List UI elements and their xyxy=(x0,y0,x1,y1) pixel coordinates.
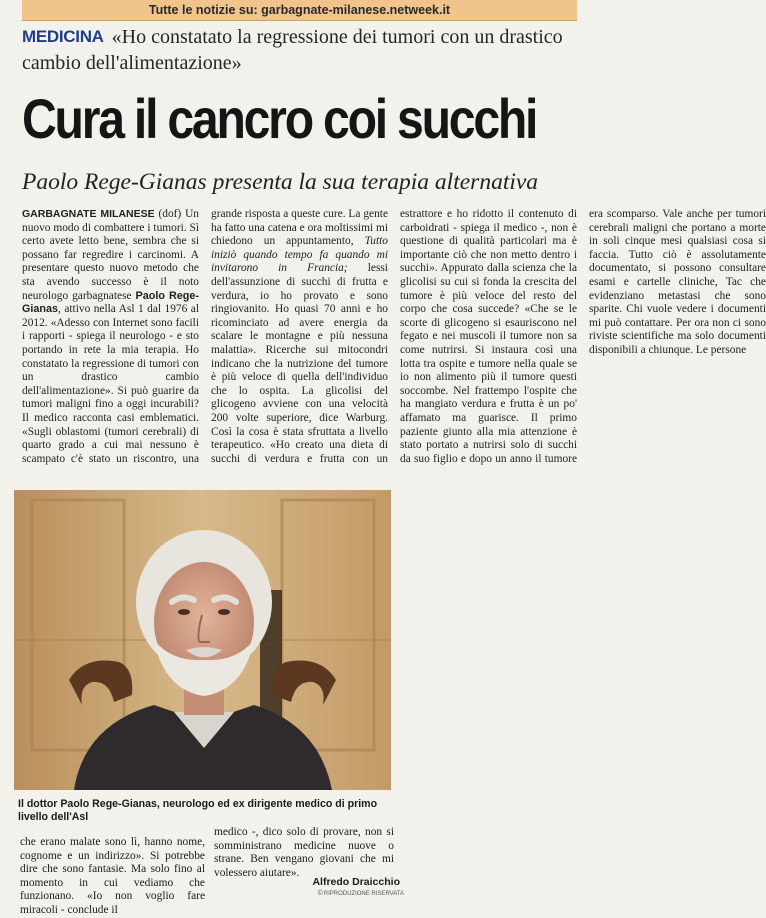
photo-caption: Il dottor Paolo Rege-Gianas, neurologo ed ex dirigente medico di primo livello dell'Asl xyxy=(18,798,378,823)
copyright-icon: © xyxy=(317,890,323,897)
portrait-photo xyxy=(14,490,391,790)
article-body xyxy=(22,208,766,478)
header-bar xyxy=(22,0,577,21)
rights-text: RIPRODUZIONE RISERVATA xyxy=(323,891,404,897)
article-text-3: lessi dell'assunzione di succhi di frutta e verdura, io ho provato e sono ringiovanito. Ho quasi 70 anni e ho ricominciato ad avere energia da scalare le montagne e più nessuna malattia». Ricerche sui mitocondri indicano che la nutrizione del tumore è più veloce di quella dell'individuo che lo ospita. La glicolisi del glicogeno avviene con una velocità 200 volte superiore, dice Warburg. Così la cosa è stata sfruttata a livello terapeutico. «Ho creato una dieta di succhi di verdura e frutta con un estrattore e ho ridotto il contenuto di carboidrati - spiega il medico -, non è questione di qualità particolari ma è importante ciò che non metto dentro i succhi». Appurato dalla scienza che la glicolisi su cui si fonda la crescita del tumore è più veloce del resto del corpo che cosa succede? «Che se le scorte di glicogeno si esauriscono nel fegato e nei muscoli il tumore non sa come nutrirsi. Si instaura così una lotta tra ospite e tumore nella quale se io non alimento più il tumore questi soccombe. Nel frattempo l'ospite che ha mangiato verdura e frutta è un po' affamato ma guarisce. Il primo paziente giunto alla mia attenzione è stato portato a nutrirsi solo di succhi da suo figlio e dopo un anno il tumore era scomparso. Vale anche per tumori cerebrali maligni che portano a morte in soli cinque mesi qualsiasi cosa si faccia. Tutto ciò è assolutamente documentato, si possono consultare esami e cartelle cliniche, Tac che evidenziano metastasi che sono sparite. Chi vuole vedere i documenti mi può contattare. Per ora non ci sono riviste scientifiche ma solo documenti disponibili a chiunque. Le persone xyxy=(211,208,766,465)
article-continuation-left: che erano malate sono lì, hanno nome, cognome e un indirizzo». Si potrebbe dire che sono fantasie. Ma solo fino al momento in cui vediamo che funzionano. «Io non voglio fare miracoli - conclude il xyxy=(20,836,205,916)
headline: Cura il cancro coi succhi xyxy=(22,87,537,150)
article-text-italic: Tutto iniziò quando tempo fa quando mi invitarono in Francia; xyxy=(211,235,388,275)
subheadline: Paolo Rege-Gianas presenta la sua terapia alternativa xyxy=(22,169,539,195)
header-text: Tutte le notizie su: garbagnate-milanese.netweek.it xyxy=(148,3,451,17)
kicker-row xyxy=(22,24,577,84)
rights-notice xyxy=(304,890,404,900)
article-paragraph xyxy=(22,208,766,478)
deck-quote: «Ho constatato la regressione dei tumori con un drastico cambio dell'alimentazione» xyxy=(22,26,563,74)
article-text-2: , attivo nella Asl 1 dal 1976 al 2012. «Adesso con Internet sono facili i rapporti - spiega il neurologo - e sto portando in rete la mia terapia. Ho constatato la regressione di tumori con un drastico cambio dell'alimentazione». Si può guarire da tumori maligni fino a oggi incurabili? Il medico racconta casi emblematici. «Sugli oblastomi (tumori cerebrali) di quarto grado a cui mai nessuno è scampato c'è stato un riscontro, una grande risposta a queste cure. La gente ha fatto una catena e ora moltissimi mi chiedono un appuntamento, xyxy=(22,208,388,465)
section-tag: MEDICINA xyxy=(22,27,104,46)
dateline: GARBAGNATE MILANESE xyxy=(22,208,155,220)
author-byline: Alfredo Draicchio xyxy=(312,876,400,888)
portrait-illustration xyxy=(14,490,391,790)
article-continuation-right: medico -, dico solo di provare, non si somministrano medicine nuove o strane. Ben vengano giovani che mi volessero aiutare». xyxy=(214,826,394,879)
article-text-1: Un nuovo modo di combattere i tumori. Sì certo avete letto bene, sembra che si possano far regredire i carcinomi. A presentare questo nuovo metodo che sta avendo successo è il noto neurologo garbagnatese xyxy=(22,208,199,302)
author-code: (dof) xyxy=(158,208,182,220)
doctor-name: Paolo Rege-Gianas xyxy=(22,289,199,316)
